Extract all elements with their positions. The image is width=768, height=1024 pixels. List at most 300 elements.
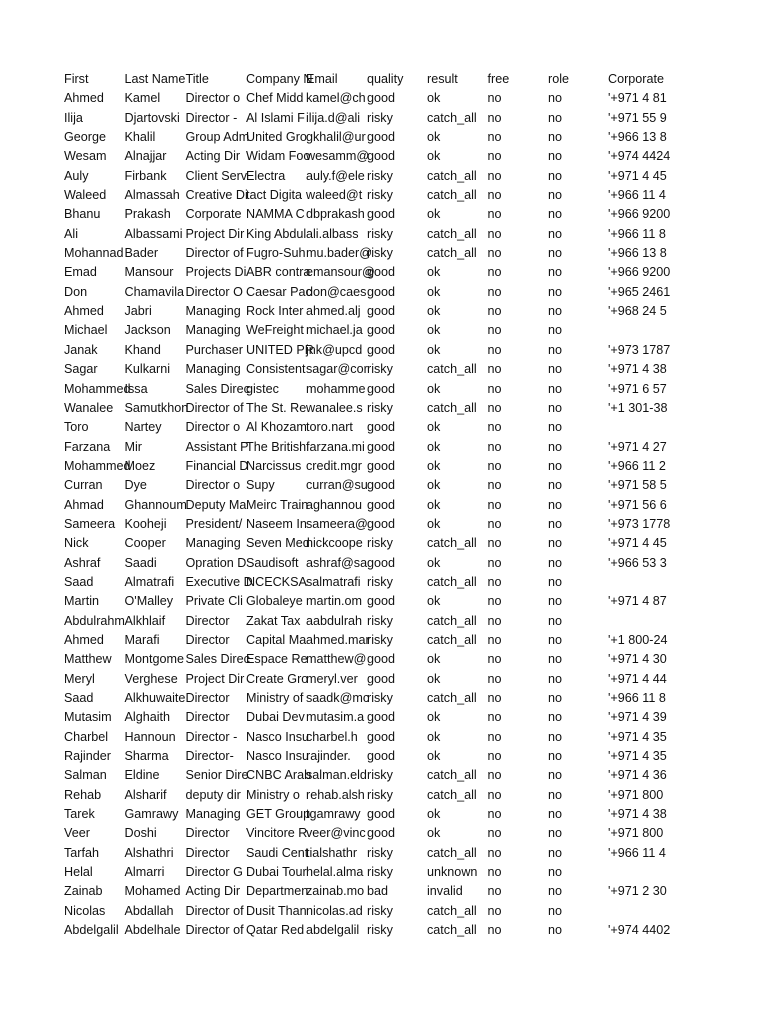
table-cell: no — [487, 807, 502, 822]
table-cell: '+971 4 44 — [608, 671, 667, 686]
table-cell: Martin — [64, 594, 99, 609]
table-cell: Director G — [185, 865, 243, 880]
table-row — [64, 225, 768, 244]
column-header: result — [427, 72, 458, 86]
table-cell: no — [487, 323, 502, 338]
table-cell: Ilija — [64, 110, 83, 125]
table-cell: no — [548, 787, 563, 802]
table-cell: Dusit Than — [246, 903, 307, 918]
table-cell: no — [487, 845, 502, 860]
table-cell: Mutasim — [64, 710, 112, 725]
table-cell: Supy — [246, 478, 275, 493]
table-cell: risky — [367, 188, 393, 203]
table-cell: '+966 53 3 — [608, 555, 667, 570]
table-cell: Tarek — [64, 807, 95, 822]
table-cell: risky — [367, 865, 393, 880]
table-cell: good — [367, 516, 396, 531]
table-cell: no — [487, 632, 502, 647]
column-header: free — [487, 72, 510, 86]
table-row — [64, 341, 768, 360]
table-cell: don@caes — [306, 284, 367, 299]
table-body — [64, 89, 768, 940]
table-row — [64, 554, 768, 573]
table-cell: King Abdul — [246, 226, 307, 241]
table-cell: United Gro — [246, 130, 307, 145]
table-cell: Abdelgalil — [64, 923, 119, 938]
table-cell: Gamrawy — [124, 807, 179, 822]
table-cell: no — [548, 807, 563, 822]
table-cell: dbprakash — [306, 207, 365, 222]
table-cell: abdelgalil — [306, 923, 360, 938]
table-cell: Dye — [124, 478, 147, 493]
table-cell: good — [367, 671, 396, 686]
table-cell: good — [367, 323, 396, 338]
table-cell: waleed@t — [306, 188, 363, 203]
table-cell: good — [367, 207, 396, 222]
table-cell: Curran — [64, 478, 103, 493]
table-cell: The British — [246, 439, 307, 454]
table-cell: catch_all — [427, 613, 477, 628]
table-cell: ahmed.alj — [306, 304, 361, 319]
table-cell: good — [367, 458, 396, 473]
table-cell: '+966 13 8 — [608, 130, 667, 145]
table-row — [64, 109, 768, 128]
table-cell: Managing — [185, 323, 241, 338]
table-cell: ok — [427, 342, 441, 357]
table-cell: mohamme — [306, 381, 366, 396]
table-cell: Eldine — [124, 768, 160, 783]
table-cell: wesamm@ — [306, 149, 370, 164]
table-cell: no — [548, 574, 563, 589]
table-cell: good — [367, 497, 396, 512]
table-cell: Project Dir — [185, 226, 245, 241]
table-cell: Narcissus — [246, 458, 302, 473]
table-cell: Saudisoft — [246, 555, 299, 570]
table-cell: wanalee.s — [306, 400, 363, 415]
table-cell: Michael — [64, 323, 108, 338]
table-cell: Cooper — [124, 536, 166, 551]
table-cell: Director o — [185, 478, 241, 493]
table-cell: ok — [427, 439, 441, 454]
table-cell: Opration D — [185, 555, 247, 570]
table-cell: catch_all — [427, 923, 477, 938]
table-cell: ok — [427, 323, 441, 338]
table-cell: no — [487, 826, 502, 841]
table-cell: Issa — [124, 381, 148, 396]
table-row — [64, 708, 768, 727]
table-row — [64, 399, 768, 418]
table-cell: no — [487, 478, 502, 493]
table-cell: no — [487, 729, 502, 744]
table-row — [64, 902, 768, 921]
table-cell: Abdelhale — [124, 923, 181, 938]
table-cell: Saad — [64, 691, 94, 705]
table-cell: helal.alma — [306, 865, 364, 880]
table-cell: ok — [427, 671, 441, 686]
table-cell: ABR contra — [246, 265, 311, 280]
table-cell: Al Khozam — [246, 420, 307, 435]
table-cell: Deputy Ma — [185, 497, 247, 512]
table-cell: no — [548, 516, 563, 531]
table-cell: no — [548, 304, 563, 319]
table-cell: Verghese — [124, 671, 178, 686]
table-cell: Bader — [124, 246, 159, 261]
table-cell: no — [487, 246, 502, 261]
table-cell: no — [487, 923, 502, 938]
table-cell: Mohannad — [64, 246, 124, 261]
table-cell: no — [487, 207, 502, 222]
table-cell: no — [487, 536, 502, 551]
table-cell: kamel@ch — [306, 91, 366, 106]
table-cell: Helal — [64, 865, 93, 880]
table-cell: ok — [427, 420, 441, 435]
table-cell: Director of — [185, 246, 244, 261]
table-cell: Djartovski — [124, 110, 180, 125]
table-row — [64, 534, 768, 553]
table-cell: '+966 11 8 — [608, 226, 666, 241]
table-cell: '+1 800-24 — [608, 632, 668, 647]
table-cell: catch_all — [427, 362, 477, 377]
table-cell: '+1 301-38 — [608, 400, 668, 415]
table-cell: Ahmed — [64, 632, 104, 647]
table-cell: no — [548, 903, 563, 918]
table-cell: Prakash — [124, 207, 171, 222]
table-cell: Client Serv — [185, 168, 248, 183]
table-cell: no — [548, 400, 563, 415]
table-cell: no — [487, 342, 502, 357]
table-cell: auly.f@ele — [306, 168, 365, 183]
table-row — [64, 476, 768, 495]
table-cell: no — [487, 613, 502, 628]
table-cell: O'Malley — [124, 594, 174, 609]
table-cell: Departmen — [246, 884, 309, 899]
table-cell: no — [548, 458, 563, 473]
table-cell: catch_all — [427, 903, 477, 918]
table-cell: no — [548, 381, 563, 396]
table-cell: unknown — [427, 865, 478, 880]
table-cell: Kooheji — [124, 516, 167, 531]
table-cell: ok — [427, 458, 441, 473]
table-cell: Jabri — [124, 304, 152, 319]
table-cell: michael.ja — [306, 323, 363, 338]
table-cell: Jackson — [124, 323, 171, 338]
table-cell: no — [487, 884, 502, 899]
table-cell: ok — [427, 826, 441, 841]
table-cell: '+971 56 6 — [608, 497, 667, 512]
table-cell: no — [548, 923, 563, 938]
table-cell: ok — [427, 91, 441, 106]
table-cell: Director of — [185, 400, 244, 415]
table-cell: sameera@ — [306, 516, 368, 531]
table-cell: '+966 11 8 — [608, 691, 666, 705]
table-cell: saadk@mc — [306, 691, 370, 705]
table-cell: Seven Med — [246, 536, 310, 551]
table-cell: Mir — [124, 439, 142, 454]
table-row — [64, 670, 768, 689]
table-cell: bad — [367, 884, 389, 899]
table-cell: no — [487, 188, 502, 203]
table-cell: Fugro-Suh — [246, 246, 306, 261]
table-cell: no — [548, 729, 563, 744]
table-cell: Zainab — [64, 884, 103, 899]
table-cell: aghannou — [306, 497, 363, 512]
table-cell: no — [548, 207, 563, 222]
table-cell: toro.nart — [306, 420, 353, 435]
table-cell: Director — [185, 632, 230, 647]
table-cell: no — [487, 516, 502, 531]
table-cell: Managing — [185, 807, 241, 822]
table-cell: Mohammed — [64, 381, 131, 396]
table-row — [64, 263, 768, 282]
table-cell: '+965 2461 — [608, 284, 671, 299]
table-cell: '+971 4 30 — [608, 652, 667, 667]
table-cell: farzana.mi — [306, 439, 365, 454]
table-row — [64, 515, 768, 534]
table-cell: Director O — [185, 284, 243, 299]
table-cell: good — [367, 420, 396, 435]
table-cell: no — [487, 439, 502, 454]
table-cell: Director of — [185, 903, 244, 918]
table-row — [64, 612, 768, 631]
table-cell: risky — [367, 845, 393, 860]
table-cell — [608, 902, 678, 921]
table-cell: ashraf@sa — [306, 555, 368, 570]
table-cell: Caesar Pac — [246, 284, 312, 299]
table-cell — [608, 612, 678, 631]
table-cell: '+971 6 57 — [608, 381, 667, 396]
table-row — [64, 592, 768, 611]
table-cell: Managing — [185, 536, 241, 551]
table-row — [64, 244, 768, 263]
table-row — [64, 128, 768, 147]
table-cell: ok — [427, 807, 441, 822]
table-cell: Corporate — [185, 207, 242, 222]
table-cell: Director - — [185, 729, 238, 744]
table-row — [64, 747, 768, 766]
table-cell: risky — [367, 110, 393, 125]
table-cell: '+971 55 9 — [608, 110, 667, 125]
table-cell — [608, 321, 678, 340]
table-cell: '+974 4424 — [608, 149, 671, 164]
table-cell: '+971 4 45 — [608, 536, 667, 551]
table-cell: WeFreight — [246, 323, 304, 338]
table-cell: Espace Re — [246, 652, 308, 667]
table-row — [64, 766, 768, 785]
table-cell: Almatrafi — [124, 574, 175, 589]
table-cell: no — [487, 710, 502, 725]
table-cell: Zakat Tax — [246, 613, 301, 628]
table-cell: gkhalil@ur — [306, 130, 366, 145]
table-cell: Matthew — [64, 652, 112, 667]
table-cell: ok — [427, 304, 441, 319]
table-cell: Ali — [64, 226, 78, 241]
table-row — [64, 631, 768, 650]
table-cell: Create Gro — [246, 671, 309, 686]
table-cell: '+971 2 30 — [608, 884, 667, 899]
table-cell: good — [367, 381, 396, 396]
table-cell: no — [487, 574, 502, 589]
table-cell: no — [548, 555, 563, 570]
table-cell: risky — [367, 768, 393, 783]
table-cell: martin.om — [306, 594, 362, 609]
column-header: Corporate — [608, 72, 665, 86]
table-cell: good — [367, 149, 396, 164]
table-row — [64, 186, 768, 205]
table-cell: risky — [367, 246, 393, 261]
table-cell: Ahmed — [64, 304, 104, 319]
table-cell: no — [548, 130, 563, 145]
table-cell: Electra — [246, 168, 286, 183]
table-cell: no — [548, 710, 563, 725]
table-cell: good — [367, 342, 396, 357]
table-row — [64, 650, 768, 669]
table-cell: good — [367, 265, 396, 280]
table-cell: mutasim.a — [306, 710, 365, 725]
table-cell: CNBC Arab — [246, 768, 312, 783]
table-cell: ok — [427, 149, 441, 164]
table-cell: UNITED PR — [246, 342, 314, 357]
table-cell: good — [367, 555, 396, 570]
table-cell: no — [548, 845, 563, 860]
table-cell: Managing — [185, 304, 241, 319]
table-cell: Rajinder — [64, 749, 111, 764]
table-cell: Purchaser — [185, 342, 243, 357]
table-cell: Ghannoum — [124, 497, 187, 512]
table-cell: catch_all — [427, 632, 477, 647]
table-cell: no — [548, 632, 563, 647]
table-row — [64, 167, 768, 186]
table-cell: no — [487, 265, 502, 280]
table-cell: no — [487, 903, 502, 918]
table-row — [64, 147, 768, 166]
table-cell: no — [548, 420, 563, 435]
table-cell: '+966 11 4 — [608, 188, 666, 203]
table-cell: no — [548, 342, 563, 357]
table-row — [64, 380, 768, 399]
table-cell: no — [548, 168, 563, 183]
table-cell: good — [367, 807, 396, 822]
table-cell: '+971 4 38 — [608, 807, 667, 822]
table-cell: risky — [367, 903, 393, 918]
table-cell: tact Digita — [246, 188, 302, 203]
table-cell: catch_all — [427, 536, 477, 551]
table-cell: President/ — [185, 516, 243, 531]
table-row — [64, 89, 768, 108]
table-cell: Alkhuwaite — [124, 691, 186, 705]
table-cell: Khalil — [124, 130, 156, 145]
table-cell: Sales Direc — [185, 652, 250, 667]
table-cell: '+966 9200 — [608, 207, 671, 222]
table-cell: Al Islami F — [246, 110, 305, 125]
table-cell: Khand — [124, 342, 161, 357]
table-row — [64, 689, 768, 708]
table-cell: credit.mgr — [306, 458, 362, 473]
table-cell: Director — [185, 691, 230, 705]
column-header: Title — [185, 72, 209, 86]
table-row — [64, 863, 768, 882]
table-cell: Widam Foo — [246, 149, 311, 164]
table-cell: no — [548, 110, 563, 125]
table-cell: no — [487, 594, 502, 609]
table-cell: Projects Di — [185, 265, 247, 280]
table-cell: gistec — [246, 381, 279, 396]
table-cell: mu.bader@ — [306, 246, 372, 261]
table-cell: no — [548, 497, 563, 512]
table-cell: Kulkarni — [124, 362, 170, 377]
table-cell: '+973 1778 — [608, 516, 671, 531]
table-cell — [608, 418, 678, 437]
table-cell: Private Cli — [185, 594, 243, 609]
table-cell: risky — [367, 168, 393, 183]
table-cell: emansour@ — [306, 265, 375, 280]
table-cell: Saudi Cent — [246, 845, 309, 860]
table-cell: risky — [367, 362, 393, 377]
table-cell: ok — [427, 478, 441, 493]
table-cell: Dubai Tour — [246, 865, 307, 880]
table-cell: Emad — [64, 265, 97, 280]
column-header: First — [64, 72, 89, 86]
table-cell: Chef Midd — [246, 91, 304, 106]
table-cell: Director — [185, 845, 230, 860]
table-cell: ok — [427, 749, 441, 764]
table-cell: Auly — [64, 168, 89, 183]
table-cell: Director — [185, 710, 230, 725]
table-cell: Ahmed — [64, 91, 104, 106]
table-cell — [608, 573, 678, 592]
table-cell: no — [487, 865, 502, 880]
table-cell: jnk@upcd — [306, 342, 363, 357]
table-cell: tgamrawy — [306, 807, 361, 822]
table-cell: no — [548, 884, 563, 899]
table-row — [64, 728, 768, 747]
table-cell: matthew@ — [306, 652, 367, 667]
table-cell: no — [487, 381, 502, 396]
table-cell: risky — [367, 613, 393, 628]
table-cell: no — [487, 400, 502, 415]
table-cell: Veer — [64, 826, 90, 841]
table-cell: risky — [367, 923, 393, 938]
table-cell: no — [548, 362, 563, 377]
table-cell: Meirc Train — [246, 497, 309, 512]
table-row — [64, 824, 768, 843]
table-cell: no — [487, 149, 502, 164]
table-cell: catch_all — [427, 168, 477, 183]
table-cell: Meryl — [64, 671, 95, 686]
table-cell: Mansour — [124, 265, 174, 280]
table-cell: Capital Ma — [246, 632, 307, 647]
table-cell: '+971 4 27 — [608, 439, 667, 454]
table-cell: no — [548, 652, 563, 667]
table-cell: no — [548, 439, 563, 454]
table-cell: ok — [427, 381, 441, 396]
table-cell: Albassami — [124, 226, 183, 241]
table-cell: Alshathri — [124, 845, 174, 860]
table-cell: Globaleye — [246, 594, 303, 609]
table-cell: Charbel — [64, 729, 109, 744]
table-cell: Acting Dir — [185, 884, 241, 899]
table-cell: Financial D — [185, 458, 249, 473]
table-cell: '+971 58 5 — [608, 478, 667, 493]
table-cell: Chamavila — [124, 284, 184, 299]
table-cell: Rock Inter — [246, 304, 304, 319]
table-cell: Kamel — [124, 91, 161, 106]
table-cell: good — [367, 652, 396, 667]
table-cell: Director - — [185, 110, 238, 125]
table-cell: Sagar — [64, 362, 98, 377]
table-cell: rehab.alsh — [306, 787, 365, 802]
table-cell: risky — [367, 691, 393, 705]
table-cell: zainab.mo — [306, 884, 365, 899]
